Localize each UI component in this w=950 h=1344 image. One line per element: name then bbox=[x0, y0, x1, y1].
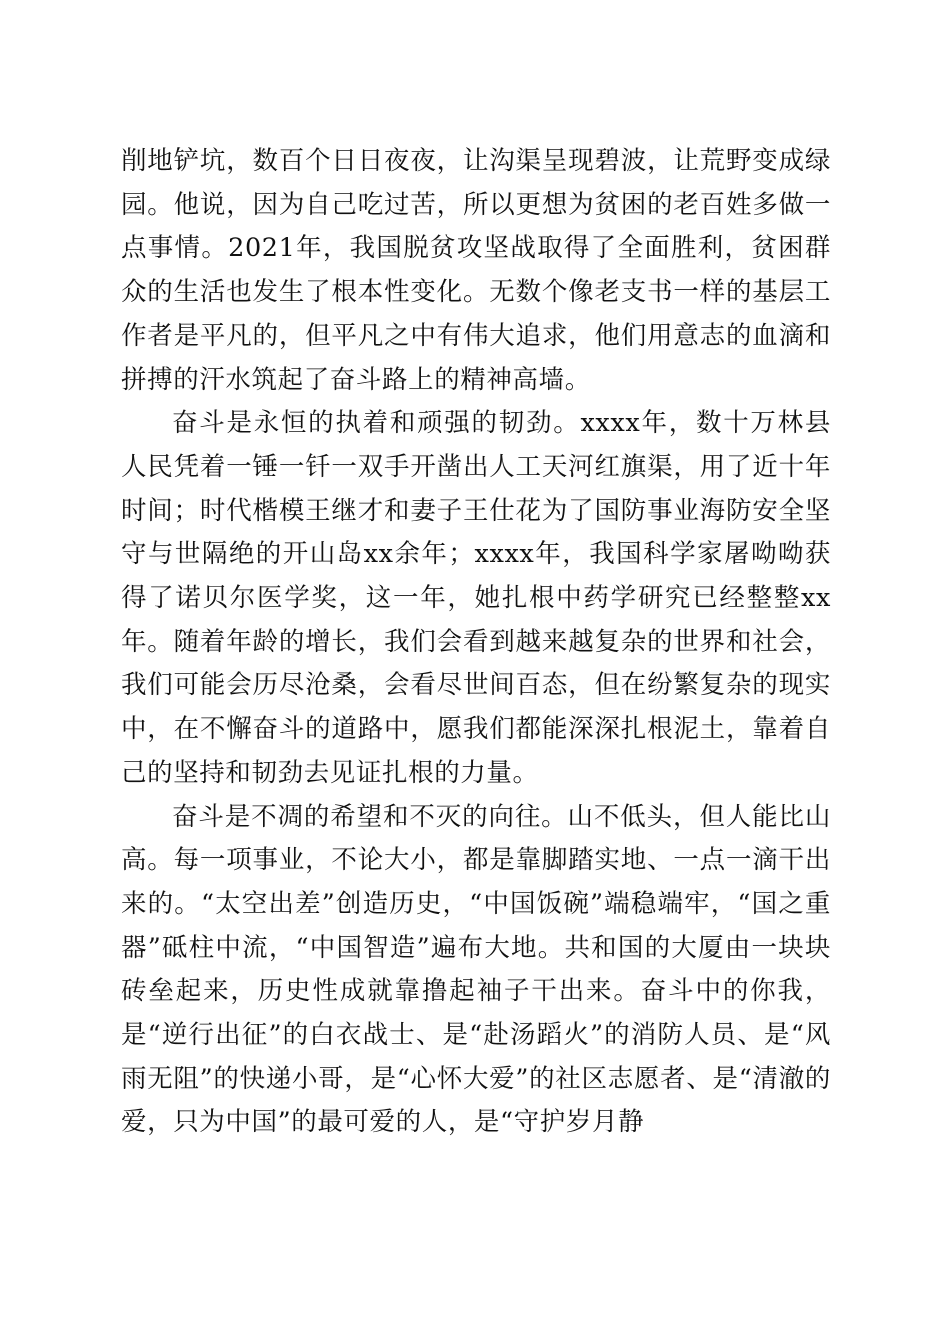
paragraph-continuation: 削地铲坑，数百个日日夜夜，让沟渠呈现碧波，让荒野变成绿园。他说，因为自己吃过苦，所以更想为贫困的老百姓多做一点事情。2021年，我国脱贫攻坚战取得了全面胜利，贫困群众的生活也发生了根本性变化。无数个像老支书一样的基层工作者是平凡的，但平凡之中有伟大追求，他们用意志的血滴和拼搏的汗水筑起了奋斗路上的精神高墙。 bbox=[121, 146, 831, 395]
paragraph-hope: 奋斗是不凋的希望和不灭的向往。山不低头，但人能比山高。每一项事业，不论大小，都是靠脚踏实地、一点一滴干出来的。“太空出差”创造历史，“中国饭碗”端稳端牢，“国之重器”砥柱中流，“中国智造”遍布大地。共和国的大厦由一块块砖垒起来，历史性成就靠撸起袖子干出来。奋斗中的你我，是“逆行出征”的白衣战士、是“赴汤蹈火”的消防人员、是“风雨无阻”的快递小哥，是“心怀大爱”的社区志愿者、是“清澈的爱，只为中国”的最可爱的人，是“守护岁月静 bbox=[121, 801, 831, 1138]
paragraph-perseverance: 奋斗是永恒的执着和顽强的韧劲。xxxx年，数十万林县人民凭着一锤一钎一双手开凿出人工天河红旗渠，用了近十年时间；时代楷模王继才和妻子王仕花为了国防事业海防安全坚守与世隔绝的开山岛xx余年；xxxx年，我国科学家屠呦呦获得了诺贝尔医学奖，这一年，她扎根中药学研究已经整整xx年。随着年龄的增长，我们会看到越来越复杂的世界和社会，我们可能会历尽沧桑，会看尽世间百态，但在纷繁复杂的现实中，在不懈奋斗的道路中，愿我们都能深深扎根泥土，靠着自己的坚持和韧劲去见证扎根的力量。 bbox=[121, 408, 831, 788]
document-body bbox=[121, 140, 831, 1145]
